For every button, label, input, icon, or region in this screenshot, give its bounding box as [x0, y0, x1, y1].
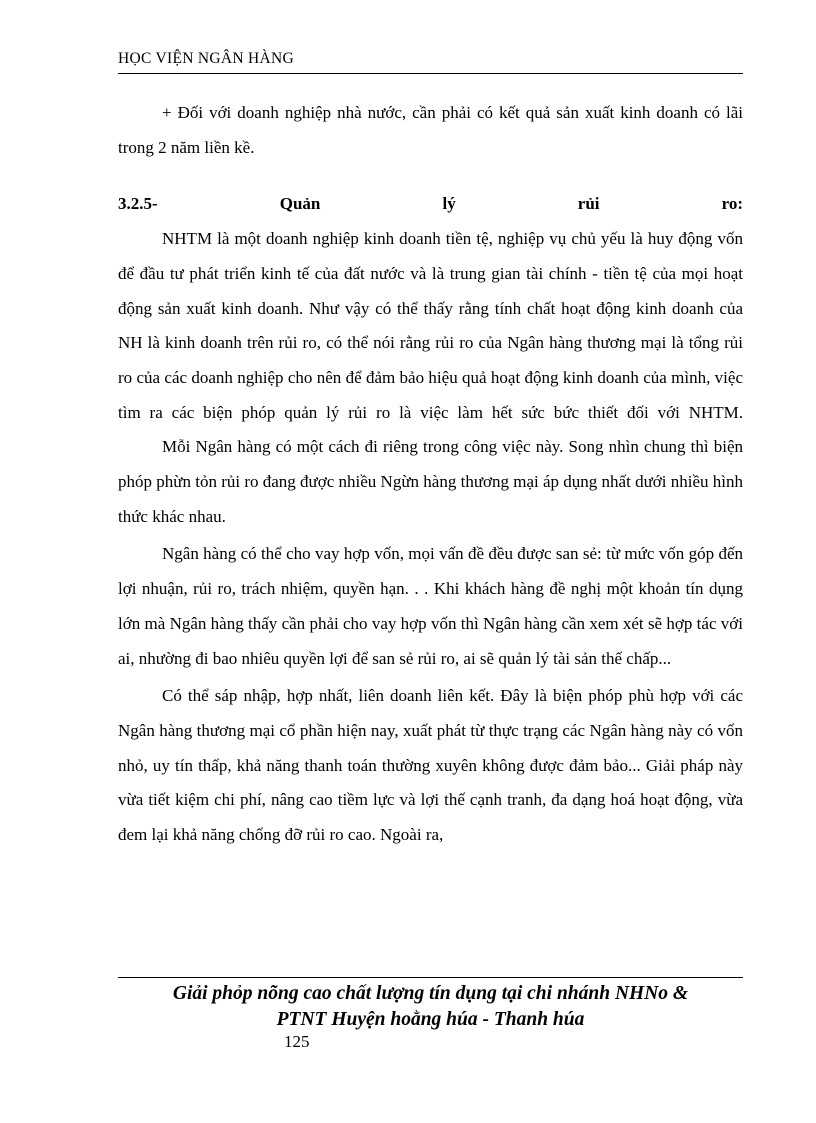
section-word: ro: — [721, 194, 743, 214]
document-body — [118, 96, 743, 853]
page-number: 125 — [284, 1032, 310, 1051]
header-divider — [118, 73, 743, 74]
section-word: Quản — [279, 194, 321, 214]
footer-title-line: Giải phỏp nõng cao chất lượng tín dụng tại chi nhánh NHNo & — [172, 983, 689, 1004]
paragraph-risk-management: NHTM là một doanh nghiệp kinh doanh tiền tệ, nghiệp vụ chủ yếu là huy động vốn để đầu tư phát triển kinh tế của đất nước và là trung gian tài chính - tiền tệ của mọi hoạt động sản xuất kinh doanh. Như vậy có thể thấy rằng tính chất hoạt động kinh doanh của NH là kinh doanh trên rủi ro, có thể nói rằng rủi ro của Ngân hàng thương mại là tổng rủi ro của các doanh nghiệp cho nên để đảm bảo hiệu quả hoạt động kinh doanh của mình, việc tìm ra các biện phóp quản lý rủi ro là việc làm hết sức bức thiết đối với NHTM. — [118, 229, 743, 422]
spacer — [118, 165, 743, 187]
paragraph-syndicated-loan: Ngân hàng có thể cho vay hợp vốn, mọi vấn đề đều được san sẻ: từ mức vốn góp đến lợi nhuận, rủi ro, trách nhiệm, quyền hạn. . . Khi khách hàng đề nghị một khoản tín dụng lớn mà Ngân hàng thấy cần phải cho vay hợp vốn thì Ngân hàng cần xem xét sẽ hợp tác với ai, nhường đi bao nhiêu quyền lợi để san sẻ rủi ro, ai sẽ quản lý tài sản thế chấp... — [118, 544, 743, 668]
section-number: 3.2.5- — [118, 194, 158, 214]
header-title: HỌC VIỆN NGÂN HÀNG — [118, 50, 295, 67]
paragraph-risk-dispersion: Mỗi Ngân hàng có một cách đi riêng trong công việc này. Song nhìn chung thì biện phóp phừn tỏn rủi ro đang được nhiều Ngừn hàng thương mại áp dụng nhất dưới nhiều hình thức khác nhau. — [118, 437, 743, 526]
section-word: lý — [442, 194, 456, 214]
section-word: rủi — [577, 194, 600, 214]
section-heading — [118, 187, 743, 222]
paragraph-merger: Có thể sáp nhập, hợp nhất, liên doanh liên kết. Đây là biện phóp phù hợp với các Ngân hàng thương mại cổ phần hiện nay, xuất phát từ thực trạng các Ngân hàng này có vốn nhỏ, uy tín thấp, khả năng thanh toán thường xuyên không được đảm bảo... Giải pháp này vừa tiết kiệm chi phí, nâng cao tiềm lực và lợi thế cạnh tranh, đa dạng hoá hoạt động, vừa đem lại khả năng chống đỡ rủi ro cao. Ngoài ra, — [118, 686, 743, 845]
footer-title-line: PTNT Huyện hoằng húa - Thanh húa — [276, 1008, 585, 1030]
footer-title — [118, 981, 743, 1032]
footer-divider — [118, 977, 743, 978]
paragraph-state-enterprise: + Đối với doanh nghiệp nhà nước, cần phải có kết quả sản xuất kinh doanh có lãi trong 2 năm liền kề. — [118, 103, 743, 157]
